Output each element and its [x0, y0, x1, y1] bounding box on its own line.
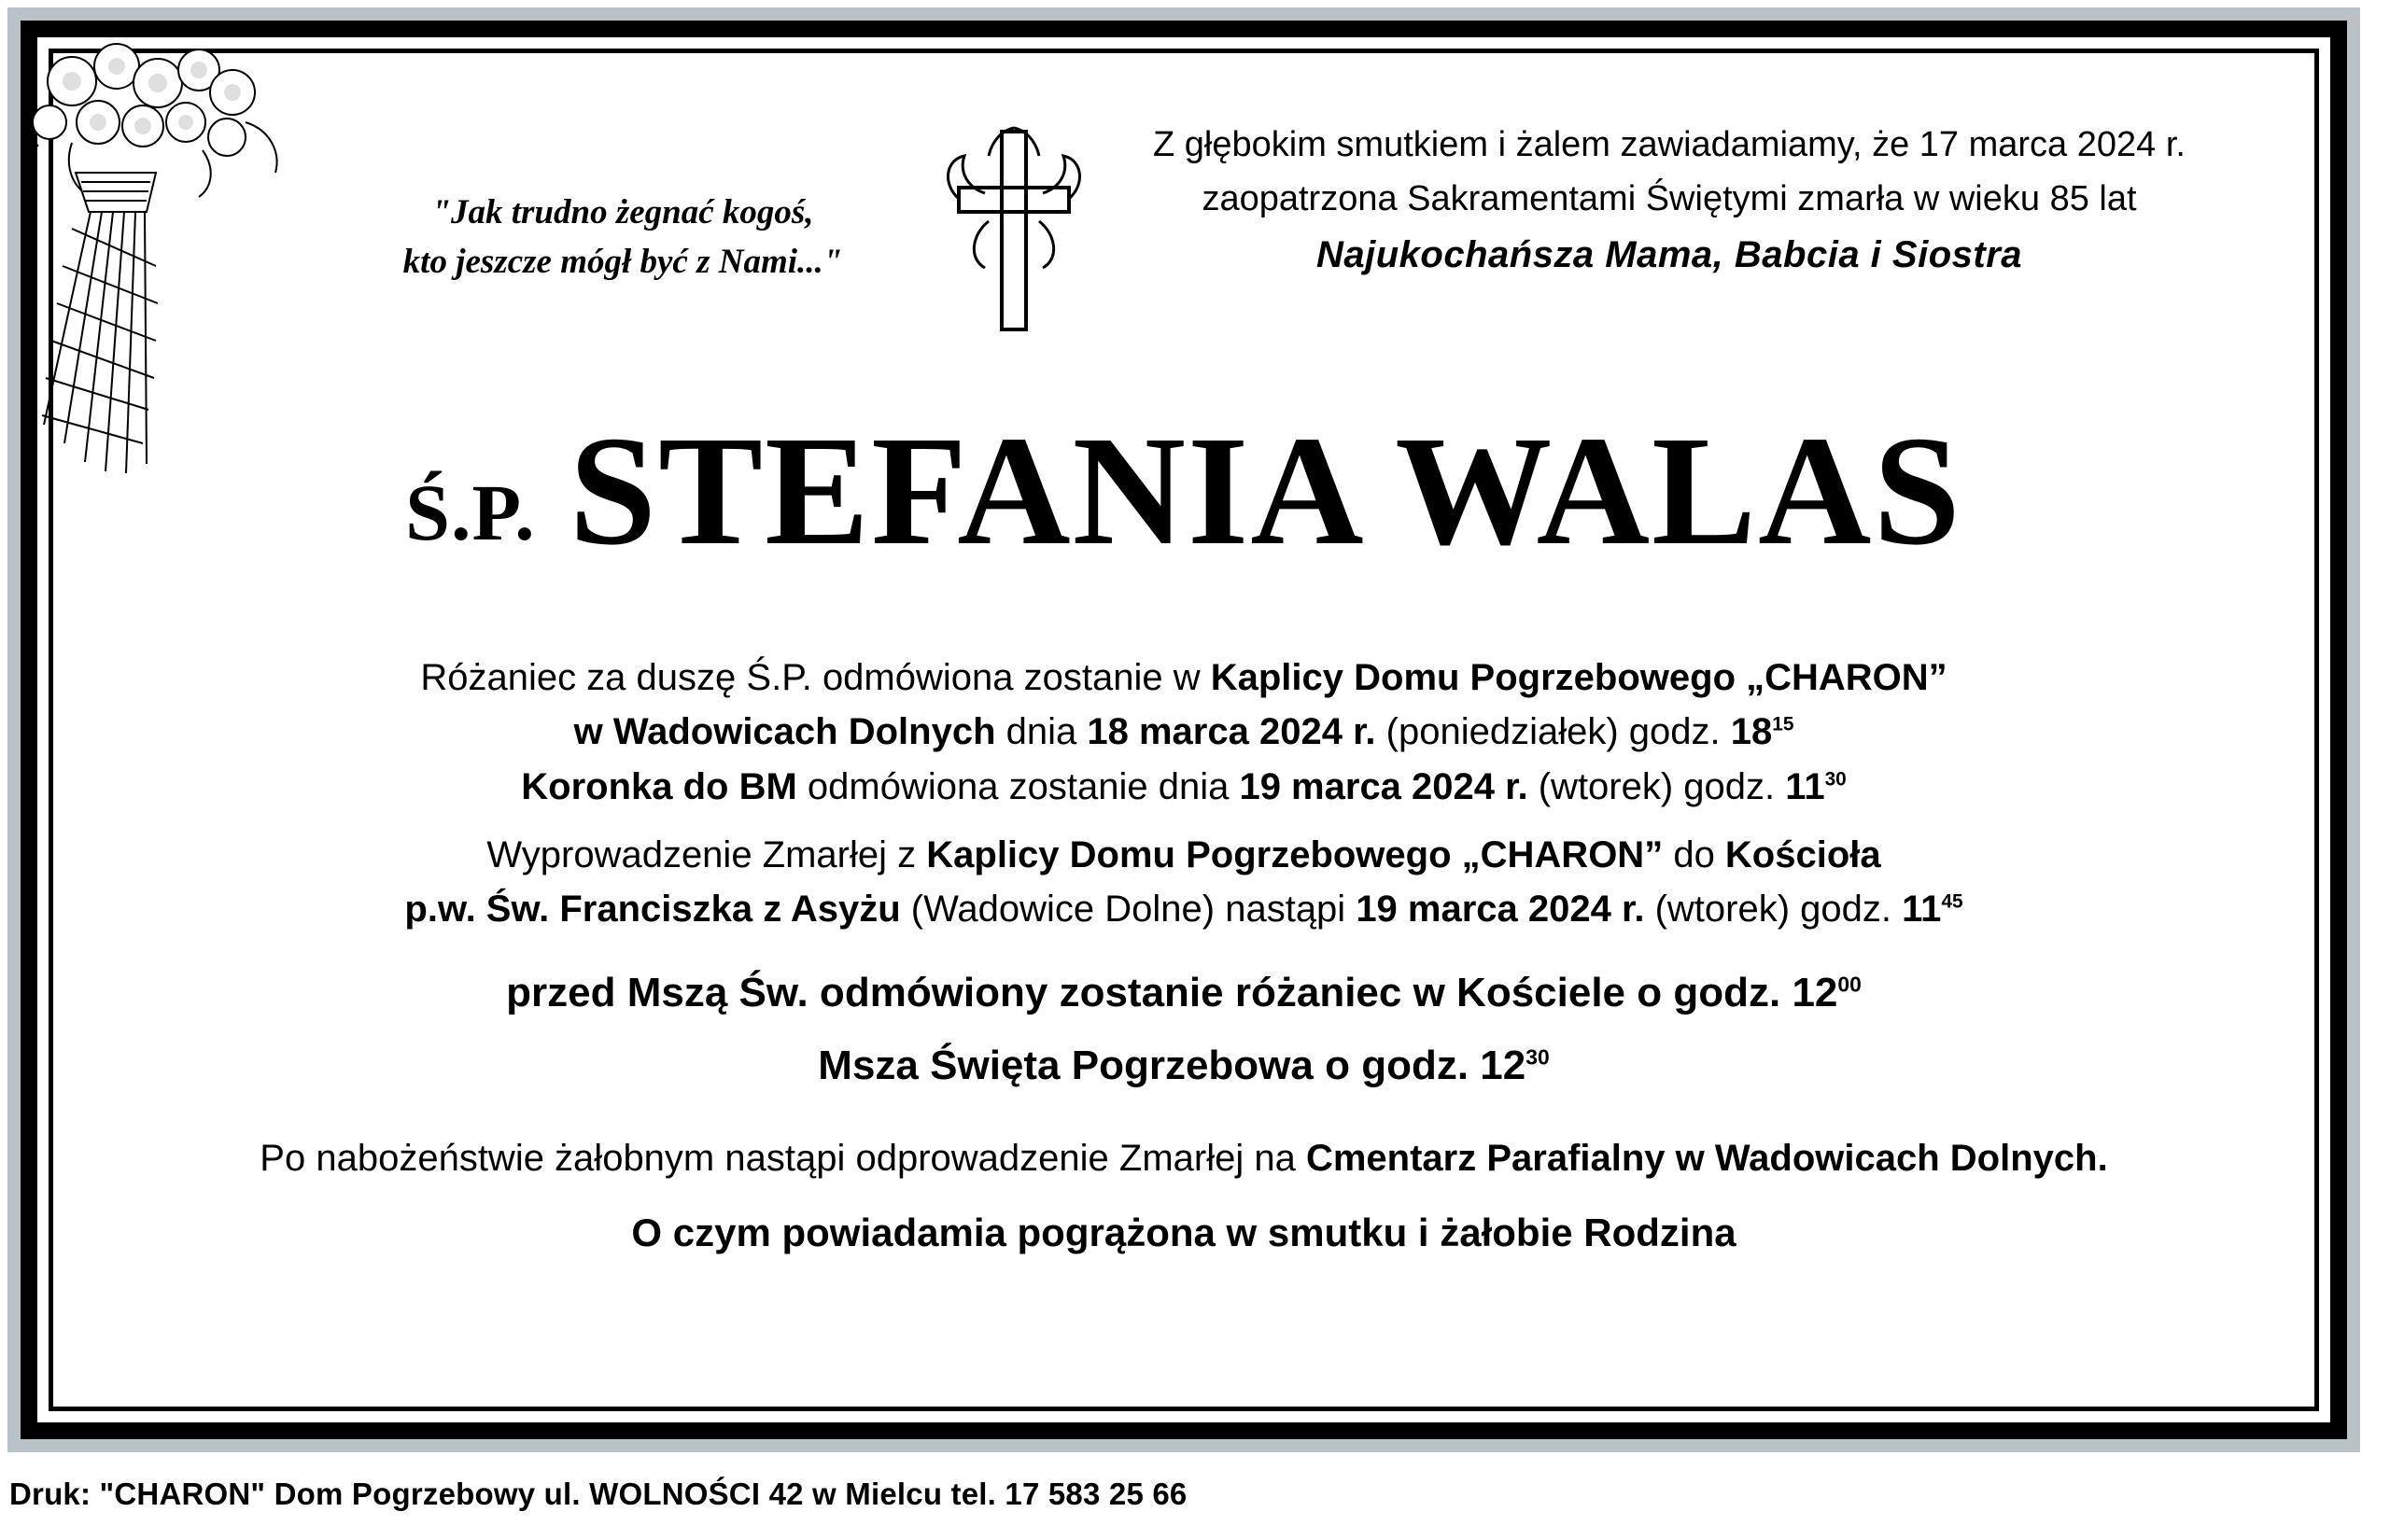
rosary-line-3-sup: 30 — [1824, 768, 1847, 791]
procession-line-2-a: p.w. Św. Franciszka z Asyżu — [404, 889, 901, 931]
rosary-line-2 — [119, 705, 2249, 759]
announcement-line-2: zaopatrzona Sakramentami Świętymi zmarła w wieku 85 lat — [1202, 178, 2137, 218]
closing-line-1-b: Cmentarz Parafialny w Wadowicach Dolnych. — [1305, 1138, 2108, 1179]
procession-line-1-d: Kościoła — [1724, 834, 1881, 875]
mass-line-1-sup: 00 — [1837, 972, 1862, 997]
rosary-line-2-c: 18 marca 2024 r. — [1087, 711, 1376, 753]
procession-line-2 — [119, 882, 2249, 936]
rosary-line-3 — [119, 760, 2249, 814]
announcement-line-1: Z głębokim smutkiem i żalem zawiadamiamy, że 17 marca 2024 r. — [1153, 125, 2186, 164]
rosary-line-3-c: 19 marca 2024 r. — [1239, 765, 1528, 807]
procession-line-2-c: 19 marca 2024 r. — [1356, 889, 1645, 931]
procession-line-2-e: 11 — [1902, 889, 1942, 931]
rosary-line-3-b: odmówiona zostanie dnia — [796, 765, 1240, 807]
quote-line-1: "Jak trudno żegnać kogoś, — [431, 193, 814, 231]
announcement-text — [1080, 119, 2258, 283]
mass-line-1-b: 12 — [1792, 970, 1838, 1015]
mass-line-1-a: przed Mszą Św. odmówiony zostanie różaniec w Kościele o godz. — [506, 970, 1792, 1015]
closing-line-1 — [119, 1131, 2249, 1185]
deceased-name: STEFANIA WALAS — [569, 404, 1962, 578]
rosary-line-3-e: 11 — [1785, 765, 1825, 807]
procession-line-2-b: (Wadowice Dolne) nastąpi — [900, 889, 1357, 931]
rosary-line-1 — [119, 651, 2249, 705]
procession-block — [119, 828, 2249, 937]
procession-line-1 — [119, 828, 2249, 882]
mass-block — [119, 963, 2249, 1096]
notice-inner-border — [49, 49, 2319, 1411]
sp-prefix: Ś.P. — [405, 468, 536, 557]
mass-line-2-b: 12 — [1480, 1043, 1526, 1089]
notice-header — [53, 91, 2314, 343]
rosary-line-3-a: Koronka do BM — [521, 765, 797, 807]
closing-block — [119, 1131, 2249, 1262]
notice-outer-border — [21, 21, 2347, 1439]
closing-line-1-a: Po nabożeństwie żałobnym nastąpi odprowadzenie Zmarłej na — [260, 1138, 1306, 1179]
deceased-name-row — [53, 404, 2314, 609]
rosary-line-2-d: (poniedziałek) godz. — [1375, 711, 1731, 753]
procession-line-1-c: do — [1663, 834, 1725, 875]
procession-line-1-a: Wyprowadzenie Zmarłej z — [486, 834, 927, 875]
closing-line-2: O czym powiadamia pogrążona w smutku i żałobie Rodzina — [631, 1211, 1736, 1255]
announcement-line-3: Najukochańsza Mama, Babcia i Siostra — [1315, 233, 2023, 275]
memorial-quote — [361, 189, 884, 287]
quote-line-2: kto jeszcze mógł być z Nami..." — [402, 242, 843, 281]
rosary-line-3-d: (wtorek) godz. — [1527, 765, 1786, 807]
funeral-notice-card — [7, 7, 2360, 1452]
printer-credit: Druk: "CHARON" Dom Pogrzebowy ul. WOLNOŚCI 42 w Mielcu tel. 17 583 25 66 — [9, 1477, 1188, 1511]
mass-line-2-a: Msza Święta Pogrzebowa o godz. — [818, 1043, 1481, 1089]
rosary-line-2-a: w Wadowicach Dolnych — [573, 711, 996, 753]
rosary-line-1-a: Różaniec za duszę Ś.P. odmówiona zostanie w — [420, 657, 1211, 698]
procession-line-1-b: Kaplicy Domu Pogrzebowego „CHARON” — [926, 834, 1664, 875]
procession-line-2-d: (wtorek) godz. — [1644, 889, 1903, 931]
rosary-line-1-b: Kaplicy Domu Pogrzebowego „CHARON” — [1210, 657, 1947, 698]
mass-line-2-sup: 30 — [1525, 1044, 1550, 1070]
mass-line-1 — [119, 963, 2249, 1023]
rosary-line-2-e: 18 — [1730, 711, 1773, 753]
procession-line-2-sup: 45 — [1941, 891, 1963, 914]
mass-line-2 — [119, 1036, 2249, 1096]
rosary-block — [119, 651, 2249, 814]
rosary-line-2-b: dnia — [995, 711, 1088, 753]
cross-with-lily-icon — [931, 119, 1099, 343]
rosary-line-2-sup: 15 — [1772, 714, 1794, 736]
